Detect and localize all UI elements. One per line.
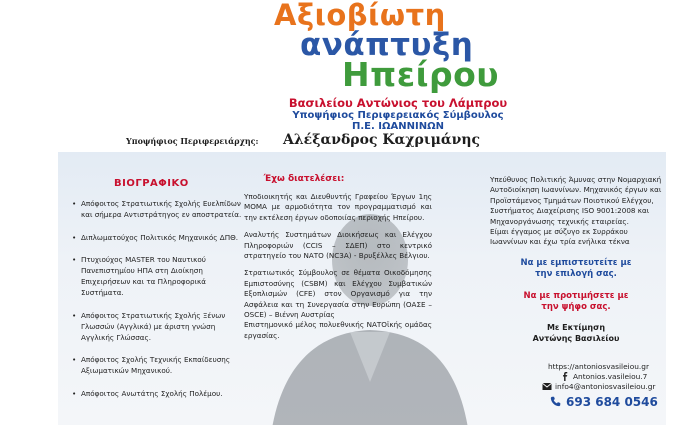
regards-line: Με Εκτίμηση xyxy=(546,322,606,332)
phone-icon xyxy=(550,396,561,407)
vote-line-2: την ψήφο σας. xyxy=(541,301,611,312)
signature-name: Αντώνης Βασιλείου xyxy=(532,333,620,343)
achievement-paragraph: Υποδιοικητής και Διευθυντής Γραφείου Έργων 1ης ΜΟΜΑ με αρμοδιότητα τον προγραμματισμό και την εκτέλεση έργων οδοποιίας περιοχής Ηπείρου. xyxy=(244,192,432,222)
governor-row xyxy=(118,132,598,150)
biography-column xyxy=(70,152,248,410)
achievement-paragraph: Στρατιωτικός Σύμβουλος σε θέματα Οικοδόμησης Εμπιστοσύνης (CSBM) και Ελέγχου Συμβατικών Εξοπλισμών (CFE) στον Οργανισμό για την Ασφάλεια και τη Συνεργασία στην Ευρώπη (ΟΑΣΕ – OSCE) – Βιέννη Αυστρίας xyxy=(244,268,432,320)
family-info: Είμαι έγγαμος με σύζυγο εκ Συρράκου Ιωαννίνων και έχω τρία ενήλικα τέκνα xyxy=(490,227,630,247)
list-item: • Απόφοιτος Στρατιωτικής Σχολής Ευελπίδων και σήμερα Αντιστράτηγος εν αποστρατεία. xyxy=(70,198,248,220)
website-text: https://antoniosvasileiou.gr xyxy=(548,361,649,371)
email-link[interactable] xyxy=(542,382,662,392)
trust-line-1: Να με εμπιστευτείτε με xyxy=(520,257,632,268)
header-area xyxy=(0,0,675,150)
achievement-paragraph: Αναλυτής Συστημάτων Διοικήσεως και Ελέγχου Πληροφοριών (CCIS – ΣΔΕΠ) στο κεντρικό στρατηγείο του ΝΑΤΟ (NC3A) - Βρυξέλλες Βέλγιου. xyxy=(244,230,432,261)
trust-line-2: την επιλογή σας. xyxy=(535,268,617,279)
email-text: info4@antoniosvasileiou.gr xyxy=(555,381,656,391)
candidate-role xyxy=(268,110,528,132)
achievements-list xyxy=(244,192,432,341)
website-link[interactable] xyxy=(548,362,662,372)
phone-text: 693 684 0546 xyxy=(566,394,658,409)
list-item: • Πτυχιούχος MASTER του Ναυτικού Πανεπιστημίου ΗΠΑ στη Διοίκηση Επιχειρήσεων και τα Πληροφορικά Συστήματα. xyxy=(70,254,248,298)
list-item: • Απόφοιτος Στρατιωτικής Σχολής Ξένων Γλωσσών (Αγγλικά) με άριστη γνώση Αγγλικής Γλώσσας. xyxy=(70,310,248,343)
achievements-column xyxy=(244,152,432,341)
leaflet-body xyxy=(58,152,666,425)
slogan-line-2: ανάπτυξη xyxy=(300,27,474,63)
role-line-1: Υποψήφιος Περιφερειακός Σύμβουλος xyxy=(292,110,504,121)
slogan-logo xyxy=(268,0,500,94)
role-line-2: Π.Ε. ΙΩΑΝΝΙΝΩΝ xyxy=(352,121,444,132)
email-icon xyxy=(542,382,552,391)
list-item: • Διπλωματούχος Πολιτικός Μηχανικός ΔΠΘ. xyxy=(70,232,248,243)
vote-line-1: Να με προτιμήσετε με xyxy=(523,290,629,301)
right-margin xyxy=(666,150,675,425)
governor-label: Υποψήφιος Περιφερειάρχης: xyxy=(126,136,259,146)
contact-column xyxy=(490,152,662,409)
slogan-line-3: Ηπείρου xyxy=(342,55,500,94)
achievements-title: Έχω διατελέσει: xyxy=(263,174,345,184)
list-item: • Απόφοιτος Σχολής Τεχνικής Εκπαίδευσης Αξιωματικών Μηχανικού. xyxy=(70,354,248,376)
contact-list xyxy=(490,362,662,409)
facebook-link[interactable] xyxy=(560,372,662,382)
role-info: Υπεύθυνος Πολιτικής Άμυνας στην Νομαρχιακή Αυτοδιοίκηση Ιωαννίνων. Μηχανικός έργων και Προϊστάμενος Τμημάτων Ποιοτικού Ελέγχου, Συστήματος Διαχείρισης ISO 9001:2008 και Μηχανοργάνωσης τεχνικής εταιρείας. xyxy=(490,175,662,226)
trust-message xyxy=(490,258,662,280)
candidate-name: Βασιλείου Αντώνιος του Λάμπρου xyxy=(288,96,508,110)
achievement-paragraph: Επιστημονικό μέλος πολυεθνικής ΝΑΤΟϊκής ομάδας εργασίας. xyxy=(244,320,432,340)
list-item: • Απόφοιτος Ανωτάτης Σχολής Πολέμου. xyxy=(70,388,248,399)
facebook-icon xyxy=(560,372,570,381)
phone-link[interactable] xyxy=(550,395,662,409)
governor-name: Αλέξανδρος Καχριμάνης xyxy=(283,132,481,148)
facebook-text: Antonios.vasileiou.7 xyxy=(573,371,648,381)
vote-message xyxy=(490,291,662,313)
biography-list xyxy=(70,198,248,399)
signature-block xyxy=(490,322,662,344)
slogan-line-1: Αξιοβίωτη xyxy=(274,0,446,32)
biography-title: ΒΙΟΓΡΑΦΙΚΟ xyxy=(114,178,189,189)
